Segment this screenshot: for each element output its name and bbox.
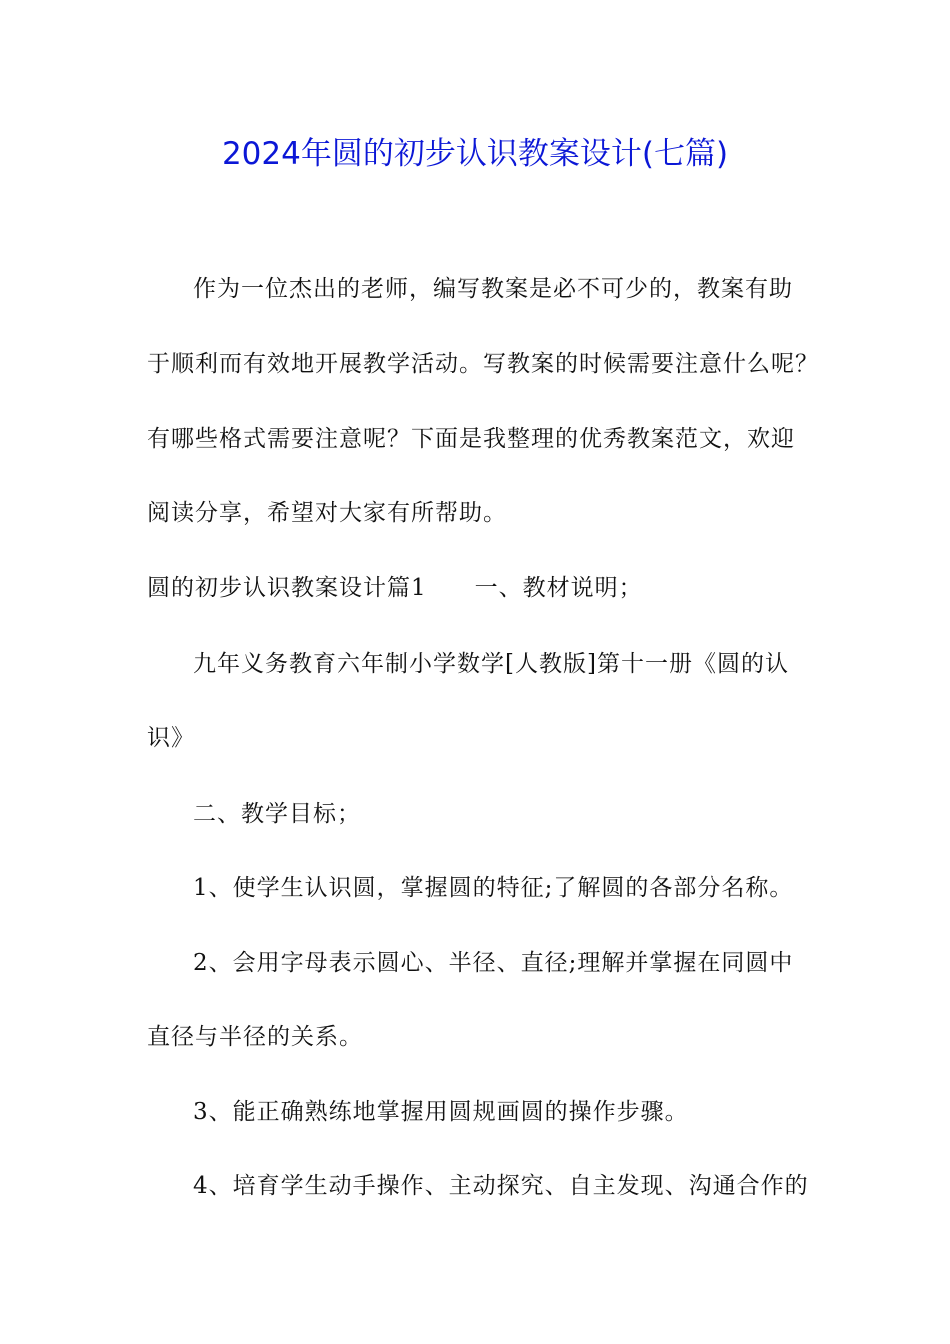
document-title: 2024年圆的初步认识教案设计(七篇) bbox=[221, 136, 729, 172]
subheading-line: 二、教学目标； bbox=[193, 801, 361, 827]
list-item: 2、会用字母表示圆心、半径、直径;理解并掌握在同圆中 bbox=[193, 950, 794, 976]
paragraph-line: 有哪些格式需要注意呢？下面是我整理的优秀教案范文，欢迎 bbox=[147, 426, 795, 452]
paragraph-line: 识》 bbox=[147, 725, 195, 751]
paragraph-line: 作为一位杰出的老师，编写教案是必不可少的，教案有助 bbox=[193, 276, 793, 302]
list-item: 4、培育学生动手操作、主动探究、自主发现、沟通合作的 bbox=[193, 1173, 809, 1199]
list-item: 3、能正确熟练地掌握用圆规画圆的操作步骤。 bbox=[193, 1099, 689, 1125]
paragraph-line: 直径与半径的关系。 bbox=[147, 1024, 363, 1050]
paragraph-line: 阅读分享，希望对大家有所帮助。 bbox=[147, 500, 507, 526]
section-heading-line: 圆的初步认识教案设计篇1 一、教材说明； bbox=[147, 575, 643, 601]
list-item: 1、使学生认识圆，掌握圆的特征;了解圆的各部分名称。 bbox=[193, 875, 794, 901]
paragraph-line: 于顺利而有效地开展教学活动。写教案的时候需要注意什么呢？ bbox=[147, 351, 819, 377]
paragraph-line: 九年义务教育六年制小学数学[人教版]第十一册《圆的认 bbox=[193, 651, 789, 677]
